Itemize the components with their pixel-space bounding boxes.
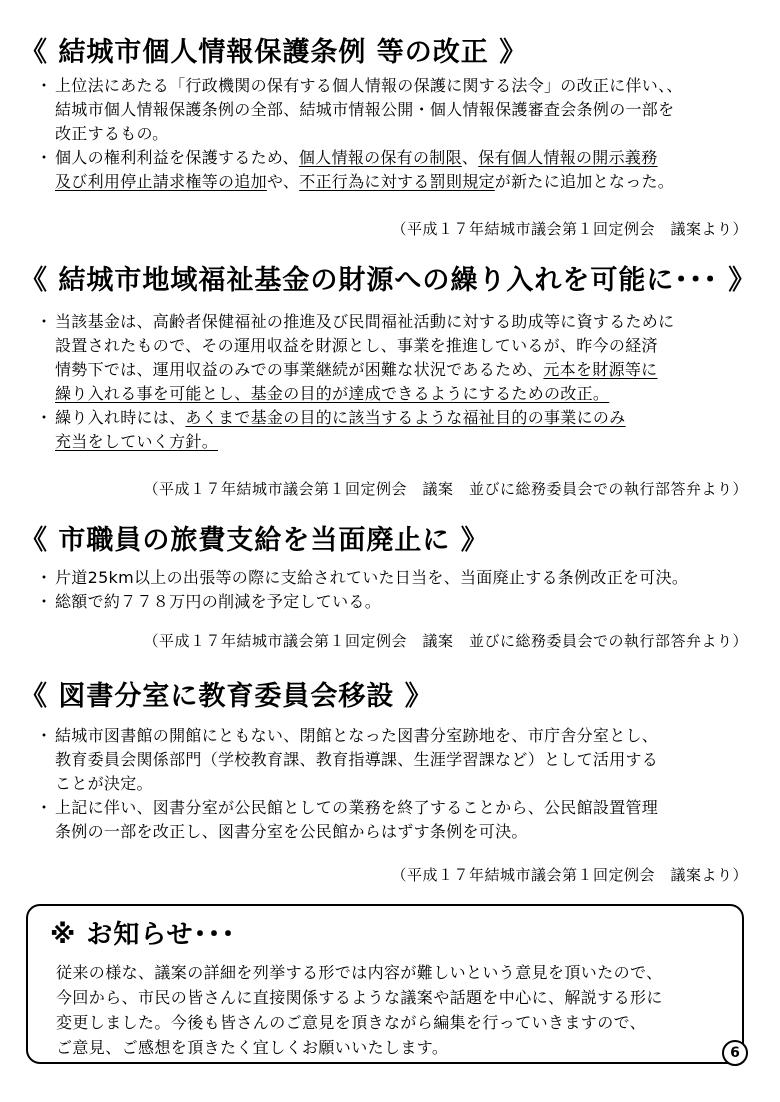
bullet-text: 片道25km以上の出張等の際に支給されていた日当を、当面廃止する条例改正を可決。 [55, 568, 689, 587]
bullet-list [38, 724, 758, 844]
bullet-text: 上位法にあたる「行政機関の保有する個人情報の保護に関する法令」の改正に伴い、、 [55, 76, 683, 95]
underlined-text: 元本を財源等に [543, 360, 658, 379]
bullet-text: が新たに追加となった。 [494, 172, 675, 191]
notice-box [26, 904, 744, 1064]
bullet-text: 条例の一部を改正し、図書分室を公民館からはずす条例を可決。 [55, 822, 528, 841]
source-citation: （平成１７年結城市議会第１回定例会 議案より） [391, 220, 748, 238]
section-heading: 《 市職員の旅費支給を当面廃止に 》 [20, 525, 489, 556]
list-item [38, 566, 758, 590]
notice-line: 従来の様な、議案の詳細を列挙する形では内容が難しいという意見を頂いたので、 [56, 963, 663, 982]
list-item [38, 724, 758, 796]
underlined-text: 充当をしていく方針。 [55, 432, 219, 451]
source-citation: （平成１７年結城市議会第１回定例会 議案 並びに総務委員会での執行部答弁より） [143, 632, 748, 650]
bullet-text: 当該基金は、高齢者保健福祉の推進及び民間福祉活動に対する助成等に資するために [55, 312, 675, 331]
bullet-text: 上記に伴い、図書分室が公民館としての業務を終了することから、公民館設置管理 [55, 798, 659, 817]
list-item [38, 796, 758, 844]
source-citation: （平成１７年結城市議会第１回定例会 議案より） [391, 866, 748, 884]
underlined-text: 保有個人情報の開示義務 [478, 148, 658, 167]
section-heading: 《 図書分室に教育委員会移設 》 [20, 681, 433, 712]
bullet-text: 結城市個人情報保護条例の全部、結城市情報公開・個人情報保護審査会条例の一部を [55, 100, 675, 119]
bullet-text: や、 [266, 172, 300, 191]
underlined-text: 繰り入れる事を可能とし、基金の目的が達成できるようにするための改正。 [55, 384, 610, 403]
underlined-text: あくまで基金の目的に該当するような福祉目的の事業にのみ [185, 408, 626, 427]
bullet-text: 結城市図書館の開館にともない、閉館となった図書分室跡地を、市庁舎分室とし、 [55, 726, 659, 745]
underlined-text: 個人情報の保有の制限 [298, 148, 462, 167]
bullet-text: ことが決定。 [55, 774, 153, 793]
notice-line: 変更しました。今後も皆さんのご意見を頂きながら編集を行っていきますので、 [56, 1013, 647, 1032]
notice-line: 今回から、市民の皆さんに直接関係するような議案や話題を中心に、解説する形に [56, 988, 663, 1007]
section-heading: 《 結城市個人情報保護条例 等の改正 》 [20, 37, 528, 68]
bullet-text: 教育委員会関係部門（学校教育課、教育指導課、生涯学習課など）として活用する [55, 750, 659, 769]
notice-body [56, 960, 736, 1060]
bullet-text: 総額で約７７８万円の削減を予定している。 [55, 592, 382, 611]
bullet-list [38, 566, 758, 614]
bullet-text: 改正するもの。 [55, 124, 169, 143]
underlined-text: 及び利用停止請求権等の追加 [55, 172, 267, 191]
source-citation: （平成１７年結城市議会第１回定例会 議案 並びに総務委員会での執行部答弁より） [143, 480, 748, 498]
notice-line: ご意見、ご感想を頂きたく宜しくお願いいたします。 [56, 1038, 449, 1057]
bullet-text: 繰り入れ時には、 [55, 408, 186, 427]
list-item [38, 74, 758, 146]
page-number: 6 [722, 1040, 748, 1066]
list-item [38, 590, 758, 614]
bullet-list [38, 74, 758, 194]
bullet-text: 、 [461, 148, 479, 167]
notice-title: ※ お知らせ･･･ [50, 920, 236, 950]
underlined-text: 不正行為に対する罰則規定 [299, 172, 495, 191]
section-heading: 《 結城市地域福祉基金の財源への繰り入れを可能に･･･ 》 [20, 265, 757, 296]
list-item [38, 310, 758, 406]
list-item [38, 146, 758, 194]
bullet-list [38, 310, 758, 454]
bullet-text: 設置されたもので、その運用収益を財源とし、事業を推進しているが、昨今の経済 [55, 336, 658, 355]
bullet-text: 個人の権利利益を保護するため、 [55, 148, 299, 167]
bullet-text: 情勢下では、運用収益のみでの事業継続が困難な状況であるため、 [55, 360, 544, 379]
list-item [38, 406, 758, 454]
